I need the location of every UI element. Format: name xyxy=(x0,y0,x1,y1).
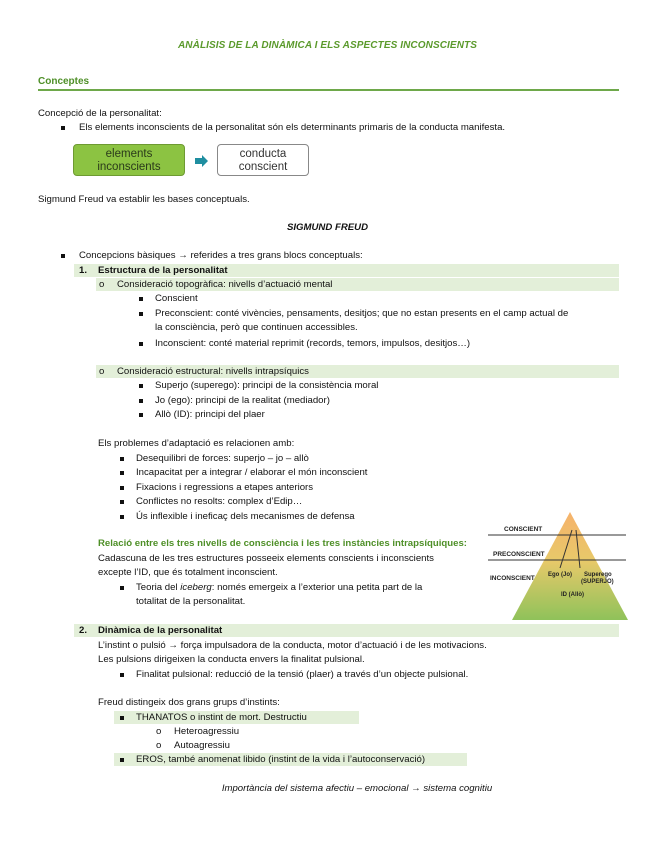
problemes-item-5: Ús inflexible i ineficaç dels mecanismes de defensa xyxy=(136,511,355,522)
problemes-item-4: Conflictes no resolts: complex d’Edip… xyxy=(136,496,303,507)
thanatos-text: THANATOS o instint de mort. Destructiu xyxy=(136,712,307,723)
bullet-marker xyxy=(120,586,124,590)
problemes-item-2: Incapacitat per a integrar / elaborar el món inconscient xyxy=(136,467,368,478)
teoria-suffix: : només emergeix a l’exterior una petita part de la xyxy=(211,582,423,593)
topo-item-2: Preconscient: conté vivències, pensaments, desitjos; que no estan presents en el camp actual de xyxy=(155,308,569,319)
circle-bullet: o xyxy=(99,366,105,377)
section-divider xyxy=(38,89,619,91)
circle-bullet: o xyxy=(99,279,105,290)
topo-heading: Consideració topogràfica: nivells d’actuació mental xyxy=(117,279,333,290)
box1-line2: inconscients xyxy=(97,161,161,173)
estruct-item-1: Superjo (superego): principi de la consistència moral xyxy=(155,380,379,391)
bullet-marker xyxy=(139,312,143,316)
bullet-marker xyxy=(139,413,143,417)
page-title: ANÀLISIS DE LA DINÀMICA I ELS ASPECTES INCONSCIENTS xyxy=(177,40,477,51)
elements-bullet: Els elements inconscients de la personalitat són els determinants primaris de la conducta manifesta. xyxy=(79,122,506,133)
box1-line1: elements xyxy=(105,148,153,160)
box2-line2: conscient xyxy=(238,161,288,173)
h1-number: 1. xyxy=(79,265,88,276)
h2-heading: Dinàmica de la personalitat xyxy=(98,625,223,636)
bullet-marker xyxy=(120,758,124,762)
bullet-marker xyxy=(139,342,143,346)
bullet-marker xyxy=(139,399,143,403)
concepcio-label: Concepció de la personalitat: xyxy=(38,108,162,119)
pyramid-label-conscient: CONSCIENT xyxy=(504,526,543,533)
freud-distingeix: Freud distingeix dos grans grups d’instints: xyxy=(98,697,280,708)
relacio-heading: Relació entre els tres nivells de consciència i les tres instàncies intrapsíquiques: xyxy=(98,538,467,549)
topo-item-3: Inconscient: conté material reprimit (records, temors, impulsos, desitjos…) xyxy=(155,338,471,349)
pyramid-label-ego: Ego (Jo) xyxy=(548,572,572,578)
pyramid-label-superjo: (SUPERJO) xyxy=(581,579,614,585)
circle-bullet: o xyxy=(156,726,162,737)
bullet-marker xyxy=(61,254,65,258)
pyramid-label-preconscient: PRECONSCIENT xyxy=(493,551,545,558)
problemes-item-1: Desequilibri de forces: superjo – jo – allò xyxy=(136,453,309,464)
bullet-marker xyxy=(120,471,124,475)
finalitat-text: Finalitat pulsional: reducció de la tensió (plaer) a través d’un objecte pulsional. xyxy=(136,669,469,680)
box2-line1: conducta xyxy=(239,148,287,160)
eros-text: EROS, també anomenat libido (instint de la vida i l’autoconservació) xyxy=(136,754,426,765)
estruct-heading: Consideració estructural: nivells intrapsíquics xyxy=(117,366,309,377)
cadascuna-text: Cadascuna de les tres estructures posseeix elements conscients i inconscients xyxy=(98,553,434,564)
teoria-iceberg: iceberg xyxy=(180,582,212,593)
bullet-marker xyxy=(120,500,124,504)
teoria-line2: totalitat de la personalitat. xyxy=(136,596,246,607)
arrow-right-icon xyxy=(195,155,209,167)
cadascuna-line1 xyxy=(98,553,480,564)
pulsions-text: Les pulsions dirigeixen la conducta envers la finalitat pulsional. xyxy=(98,654,365,665)
thanatos-item-1: Heteroagressiu xyxy=(174,726,240,737)
bullet-marker xyxy=(139,384,143,388)
teoria-prefix: Teoria del xyxy=(136,582,181,593)
teoria-line1 xyxy=(136,582,422,593)
h2-number: 2. xyxy=(79,625,88,636)
pyramid-label-superego: Superego xyxy=(584,572,612,578)
topo-item-2-cont: la consciència, però que continuen accessibles. xyxy=(155,322,358,333)
bullet-marker xyxy=(120,515,124,519)
pyramid-label-id: ID (Allò) xyxy=(561,592,584,598)
bullet-marker xyxy=(120,486,124,490)
topo-item-1: Conscient xyxy=(155,293,198,304)
cadascuna-line2: excepte l’ID, que és totalment inconscient. xyxy=(98,567,278,578)
estruct-item-3: Allò (ID): principi del plaer xyxy=(155,409,265,420)
concepcions-text: Concepcions bàsiques → referides a tres grans blocs conceptuals: xyxy=(79,250,363,261)
h1-heading: Estructura de la personalitat xyxy=(98,265,228,276)
elements-inconscients-box xyxy=(73,144,185,176)
circle-bullet: o xyxy=(156,740,162,751)
thanatos-item-2: Autoagressiu xyxy=(174,740,230,751)
bullet-marker xyxy=(139,297,143,301)
conducta-conscient-box xyxy=(217,144,309,176)
bullet-marker xyxy=(120,457,124,461)
estruct-item-2: Jo (ego): principi de la realitat (mediador) xyxy=(155,395,330,406)
instint-text: L’instint o pulsió → força impulsadora de la conducta, motor d’actuació i de les motivacions. xyxy=(98,640,487,651)
freud-intro: Sigmund Freud va establir les bases conceptuals. xyxy=(38,194,250,205)
problemes-heading: Els problemes d’adaptació es relacionen amb: xyxy=(98,438,295,449)
importancia-text: Importància del sistema afectiu – emocional → sistema cognitiu xyxy=(221,783,493,794)
section-heading: Conceptes xyxy=(38,76,90,87)
bullet-marker xyxy=(120,716,124,720)
bullet-marker xyxy=(61,126,65,130)
pyramid-diagram xyxy=(488,510,628,622)
bullet-marker xyxy=(120,673,124,677)
pyramid-label-inconscient: INCONSCIENT xyxy=(490,575,535,582)
freud-heading: SIGMUND FREUD xyxy=(286,222,368,233)
problemes-item-3: Fixacions i regressions a etapes anteriors xyxy=(136,482,314,493)
